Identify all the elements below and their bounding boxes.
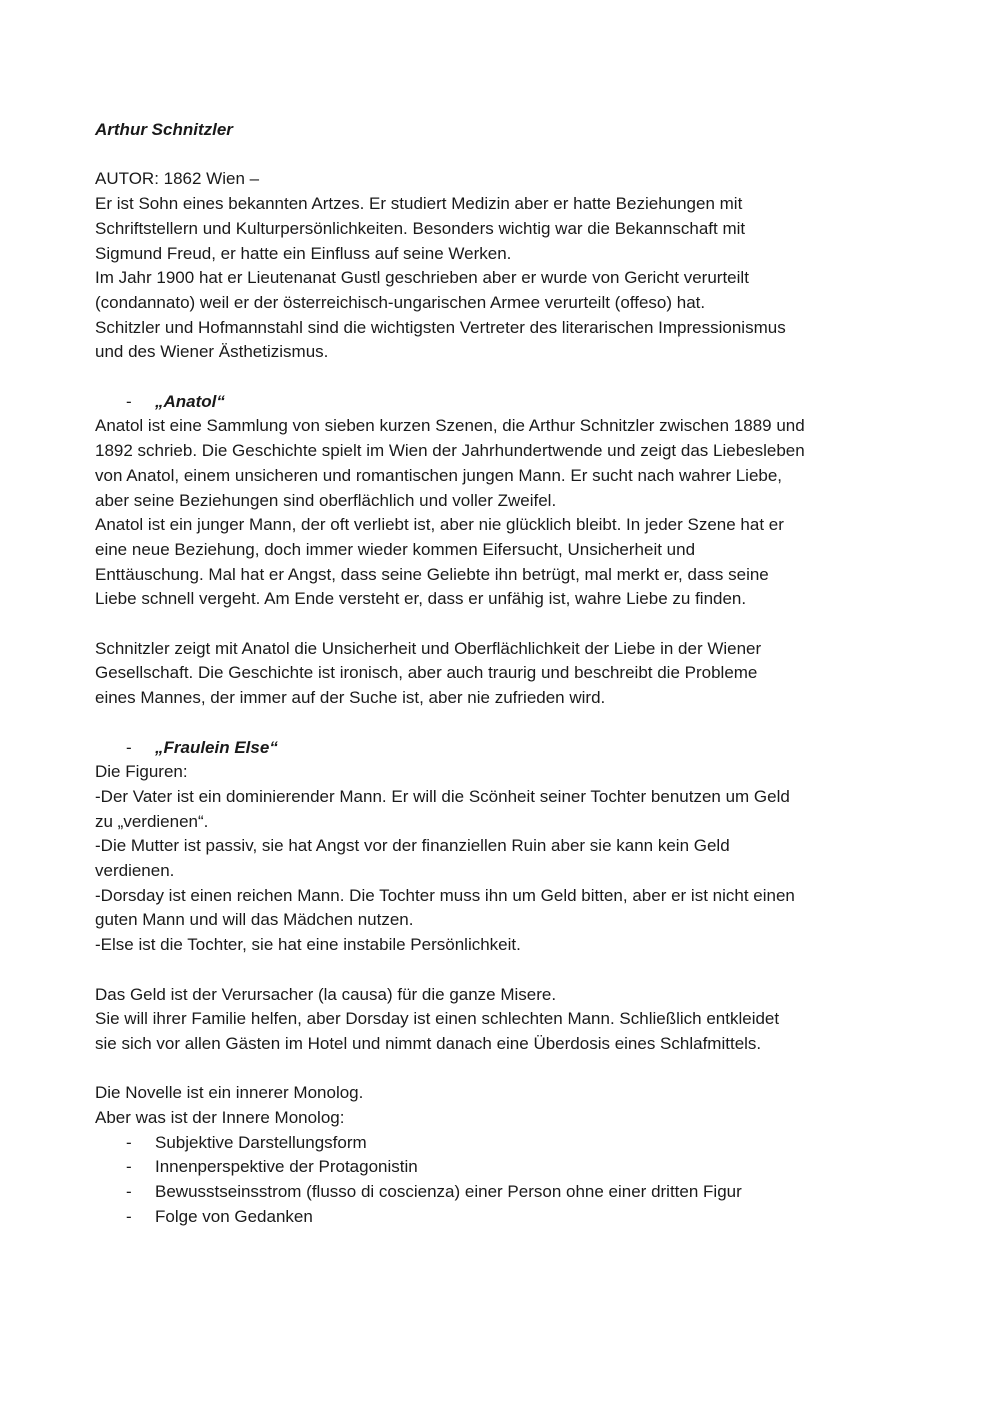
list-item <box>95 1155 925 1180</box>
text-line: -Der Vater ist ein dominierender Mann. Er will die Scönheit seiner Tochter benutzen um Geld <box>95 786 790 806</box>
text-line: -Die Mutter ist passiv, sie hat Angst vor der finanziellen Ruin aber sie kann kein Geld <box>95 836 730 856</box>
list-item <box>95 1205 925 1230</box>
intro-paragraph <box>95 167 925 365</box>
document-title: Arthur Schnitzler <box>95 120 233 139</box>
text-line: eine neue Beziehung, doch immer wieder kommen Eifersucht, Unsicherheit und <box>95 539 696 559</box>
spacer <box>95 365 925 390</box>
bullet-dash: - <box>126 1157 132 1177</box>
text-line: Sie will ihrer Familie helfen, aber Dorsday ist einen schlechten Mann. Schließlich entkleidet <box>95 1009 780 1029</box>
text-line: Aber was ist der Innere Monolog: <box>95 1108 345 1128</box>
text-line: 1892 schrieb. Die Geschichte spielt im Wien der Jahrhundertwende und zeigt das Liebesleben <box>95 441 805 461</box>
list-item-text: Subjektive Darstellungsform <box>155 1132 367 1152</box>
spacer <box>95 711 925 736</box>
bullet-dash: - <box>126 1132 132 1152</box>
text-line: AUTOR: 1862 Wien – <box>95 169 260 189</box>
heading-text: „Fraulein Else“ <box>155 737 278 757</box>
monolog-list <box>95 1131 925 1230</box>
text-line: zu „verdienen“. <box>95 811 209 831</box>
text-line: Sigmund Freud, er hatte ein Einfluss auf seine Werken. <box>95 243 512 263</box>
bullet-dash: - <box>126 737 132 757</box>
section-heading-fraulein-else <box>95 736 925 761</box>
text-line: Enttäuschung. Mal hat er Angst, dass seine Geliebte ihn betrügt, mal merkt er, dass seine <box>95 564 769 584</box>
spacer <box>95 1057 925 1082</box>
text-line: Das Geld ist der Verursacher (la causa) für die ganze Misere. <box>95 984 557 1004</box>
text-line: sie sich vor allen Gästen im Hotel und nimmt danach eine Überdosis eines Schlafmittels. <box>95 1033 762 1053</box>
spacer <box>95 958 925 983</box>
text-line: Die Novelle ist ein innerer Monolog. <box>95 1083 364 1103</box>
text-line: -Else ist die Tochter, sie hat eine instabile Persönlichkeit. <box>95 935 521 955</box>
section-heading-anatol <box>95 390 925 415</box>
anatol-paragraph-1 <box>95 414 925 612</box>
text-line: guten Mann und will das Mädchen nutzen. <box>95 910 414 930</box>
list-item-text: Innenperspektive der Protagonistin <box>155 1157 418 1177</box>
list-item-text: Bewusstseinsstrom (flusso di coscienza) einer Person ohne einer dritten Figur <box>155 1182 742 1202</box>
text-line: Im Jahr 1900 hat er Lieutenanat Gustl geschrieben aber er wurde von Gericht verurteilt <box>95 268 749 288</box>
monolog-paragraph <box>95 1081 925 1130</box>
list-item <box>95 1180 925 1205</box>
text-line: Liebe schnell vergeht. Am Ende versteht er, dass er unfähig ist, wahre Liebe zu finden. <box>95 589 747 609</box>
text-line: und des Wiener Ästhetizismus. <box>95 342 329 362</box>
figures-paragraph <box>95 760 925 958</box>
bullet-dash: - <box>126 391 132 411</box>
text-line: eines Mannes, der immer auf der Suche ist, aber nie zufrieden wird. <box>95 688 606 708</box>
text-line: Er ist Sohn eines bekannten Artzes. Er studiert Medizin aber er hatte Beziehungen mit <box>95 194 743 214</box>
document-page <box>95 118 925 1230</box>
text-line: Schitzler und Hofmannstahl sind die wichtigsten Vertreter des literarischen Impressionismus <box>95 317 786 337</box>
spacer <box>95 612 925 637</box>
plot-paragraph <box>95 983 925 1057</box>
list-item <box>95 1131 925 1156</box>
text-line: von Anatol, einem unsicheren und romantischen jungen Mann. Er sucht nach wahrer Liebe, <box>95 465 783 485</box>
text-line: Die Figuren: <box>95 762 188 782</box>
anatol-paragraph-2 <box>95 637 925 711</box>
bullet-dash: - <box>126 1182 132 1202</box>
text-line: aber seine Beziehungen sind oberflächlich und voller Zweifel. <box>95 490 557 510</box>
spacer <box>95 143 925 168</box>
text-line: Gesellschaft. Die Geschichte ist ironisch, aber auch traurig und beschreibt die Probleme <box>95 663 758 683</box>
text-line: Schriftstellern und Kulturpersönlichkeiten. Besonders wichtig war die Bekannschaft mit <box>95 218 746 238</box>
text-line: -Dorsday ist einen reichen Mann. Die Tochter muss ihn um Geld bitten, aber er ist nicht einen <box>95 885 795 905</box>
bullet-dash: - <box>126 1206 132 1226</box>
text-line: Schnitzler zeigt mit Anatol die Unsicherheit und Oberflächlichkeit der Liebe in der Wiener <box>95 638 762 658</box>
text-line: Anatol ist ein junger Mann, der oft verliebt ist, aber nie glücklich bleibt. In jeder Szene hat er <box>95 515 784 535</box>
text-line: (condannato) weil er der österreichisch-ungarischen Armee verurteilt (offeso) hat. <box>95 292 706 312</box>
heading-text: „Anatol“ <box>155 391 225 411</box>
text-line: verdienen. <box>95 861 175 881</box>
list-item-text: Folge von Gedanken <box>155 1206 313 1226</box>
text-line: Anatol ist eine Sammlung von sieben kurzen Szenen, die Arthur Schnitzler zwischen 1889 und <box>95 416 805 436</box>
